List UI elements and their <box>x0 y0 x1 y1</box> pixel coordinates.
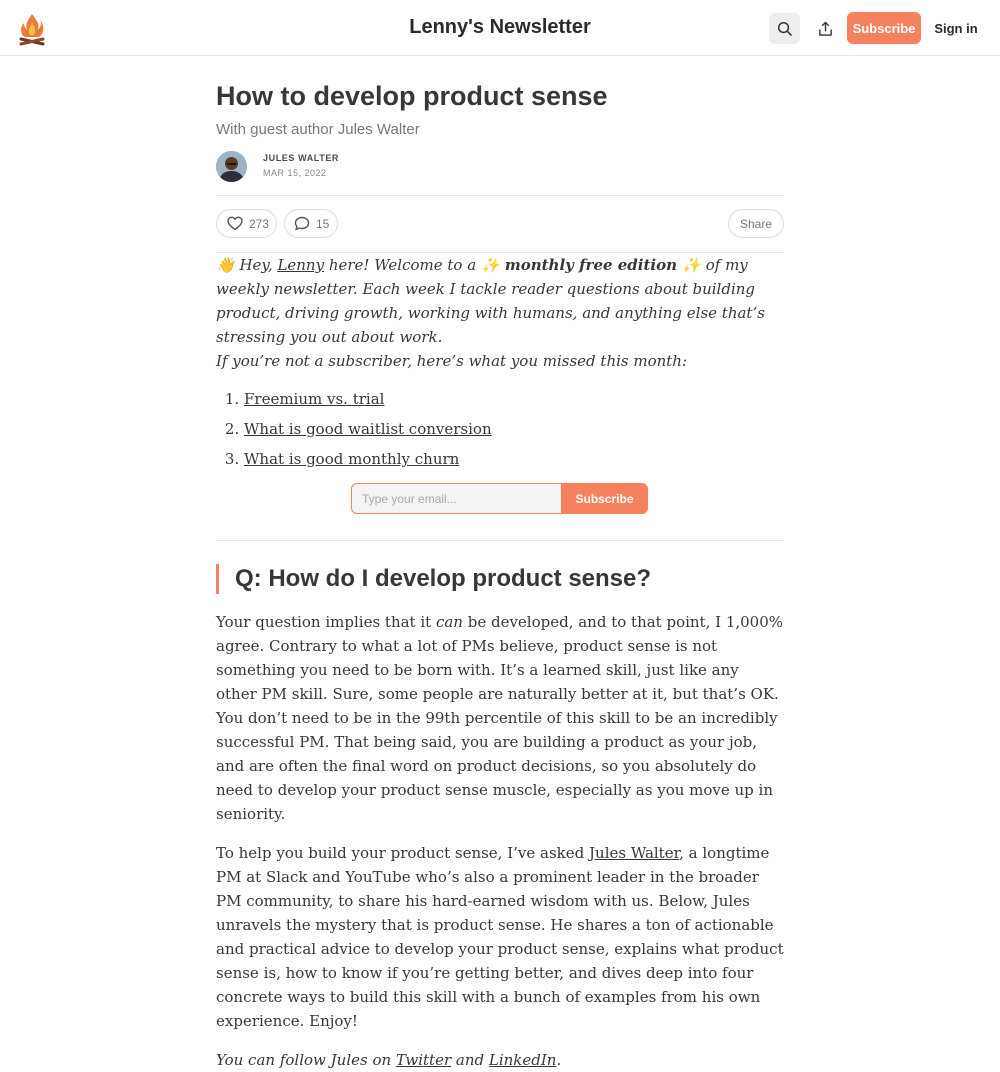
post-date: MAR 15, 2022 <box>263 168 327 178</box>
search-button[interactable] <box>769 13 800 44</box>
sparkle-icon: ✨ <box>682 256 701 274</box>
list-item <box>244 447 784 471</box>
divider <box>216 540 784 541</box>
linkedin-link[interactable]: LinkedIn <box>488 1051 557 1069</box>
subscribe-form-button[interactable]: Subscribe <box>561 483 648 514</box>
comment-count: 15 <box>316 216 330 231</box>
post-actions <box>216 196 784 252</box>
subscribe-form <box>216 483 784 515</box>
sign-in-link[interactable]: Sign in <box>934 20 978 36</box>
like-button[interactable] <box>216 209 277 238</box>
share-icon <box>818 21 833 37</box>
post-link[interactable]: Freemium vs. trial <box>244 390 385 408</box>
lenny-link[interactable]: Lenny <box>277 256 325 274</box>
paragraph: Your question implies that it can be developed, and to that point, I 1,000% agree. Contrary to what a lot of PMs believe, product sense is not something you need to be born with. It’s a learned skill, just like any other PM skill. Sure, some people are naturally better at it, but that’s OK. You don’t need to be in the 99th percentile of this skill to be an incredibly successful PM. That being said, you are building a product as your job, and are often the final word on product decisions, so you absolutely do need to develop your product sense muscle, especially as you move up in seniority. <box>216 613 784 823</box>
share-post-button[interactable]: Share <box>728 209 784 238</box>
twitter-link[interactable]: Twitter <box>395 1051 452 1069</box>
email-input[interactable] <box>351 483 562 514</box>
intro-paragraph: 👋 Hey, Lenny here! Welcome to a ✨ monthly free edition ✨ of my weekly newsletter. Each week I tackle reader questions about building product, driving growth, working with humans, and anything else that’s stressing you out about work. <box>216 256 765 346</box>
author-name[interactable]: JULES WALTER <box>263 153 340 163</box>
like-count: 273 <box>249 216 270 231</box>
section-body <box>216 610 784 1072</box>
post-title: How to develop product sense <box>216 81 608 111</box>
paragraph: You can follow Jules on Twitter and LinkedIn. <box>216 1051 562 1069</box>
post-subtitle: With guest author Jules Walter <box>216 121 420 138</box>
missed-intro: If you’re not a subscriber, here’s what you missed this month: <box>216 352 688 370</box>
search-icon <box>777 21 792 36</box>
comment-icon <box>294 216 310 231</box>
list-item <box>244 417 784 441</box>
post-link[interactable]: What is good monthly churn <box>244 450 460 468</box>
paragraph: To help you build your product sense, I’ve asked Jules Walter, a longtime PM at Slack and YouTube who’s also a prominent leader in the broader PM community, to share his hard-earned wisdom with us. Below, Jules unravels the mystery that is product sense. He shares a ton of actionable and practical advice to develop your product sense, explains what product sense is, how to know if you’re getting better, and dives deep into four concrete ways to build this skill with a bunch of examples from his own experience. Enjoy! <box>216 844 784 1030</box>
post-link[interactable]: What is good waitlist conversion <box>244 420 492 438</box>
comment-button[interactable] <box>284 209 338 238</box>
byline <box>216 151 784 183</box>
article <box>216 56 784 1072</box>
subscribe-button[interactable]: Subscribe <box>847 12 921 44</box>
author-avatar[interactable] <box>216 151 247 182</box>
section-heading: Q: How do I develop product sense? <box>216 564 784 594</box>
missed-posts-list <box>216 387 784 471</box>
heart-icon <box>227 216 243 231</box>
post-body <box>216 253 784 471</box>
sparkle-icon: ✨ <box>480 256 500 274</box>
top-navigation-bar <box>0 0 1000 56</box>
wave-emoji: 👋 <box>216 256 235 274</box>
list-item <box>244 387 784 411</box>
campfire-logo-icon[interactable] <box>18 12 46 46</box>
share-button[interactable] <box>810 13 841 44</box>
site-title[interactable]: Lenny's Newsletter <box>409 16 591 38</box>
jules-walter-link[interactable]: Jules Walter <box>589 844 680 862</box>
